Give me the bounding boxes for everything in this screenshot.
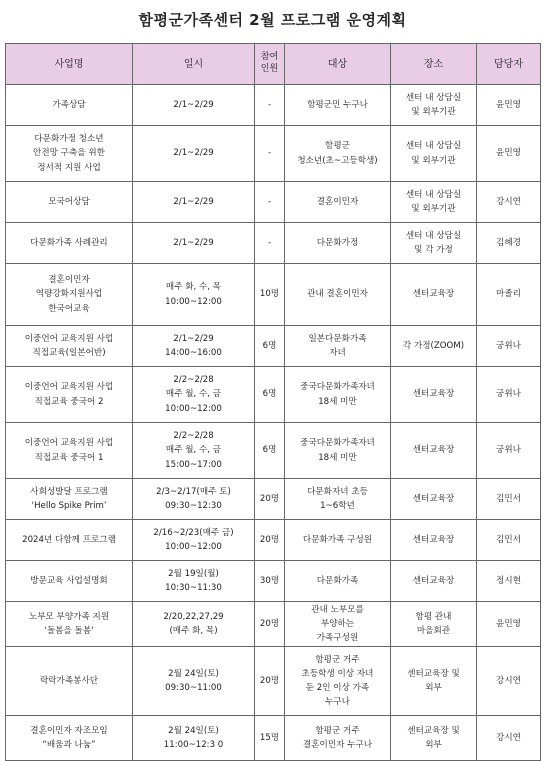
cell-target — [285, 647, 391, 716]
cell-text: 18세 미만 — [318, 396, 357, 407]
cell-text: 초등학생 이상 자녀 — [301, 668, 374, 679]
cell-text: 10:30~11:30 — [165, 583, 222, 593]
cell-text: 2/2~2/28 — [173, 431, 214, 442]
cell-place — [391, 602, 477, 647]
cell-text: 관내 결혼이민자 — [307, 289, 368, 300]
cell-text: 2/1~2/29 — [173, 237, 214, 248]
cell-text: 2/1~2/29 — [173, 99, 214, 110]
cell-place — [391, 223, 477, 264]
cell-text: 2/2~2/28 — [173, 375, 214, 386]
table-row — [6, 520, 541, 561]
cell-text: 직접교육 중국어 1 — [34, 452, 104, 463]
cell-schedule — [133, 561, 255, 602]
cell-target — [285, 326, 391, 367]
cell-text: 15명 — [259, 732, 280, 743]
cell-schedule — [133, 367, 255, 423]
cell-text: 부양하는 — [320, 618, 355, 629]
cell-target — [285, 520, 391, 561]
cell-manager — [477, 182, 541, 223]
cell-text: 방문교육 사업설명회 — [30, 575, 108, 586]
cell-program — [6, 602, 133, 647]
cell-text: 6명 — [262, 445, 277, 456]
cell-text: 함평군 거주 — [315, 654, 360, 665]
cell-text: 센터교육장 — [412, 575, 455, 586]
table-row — [6, 85, 541, 126]
cell-manager — [477, 561, 541, 602]
cell-text: 외부 — [425, 683, 442, 693]
cell-text: 결혼이민자 — [48, 275, 90, 286]
cell-text: 센터교육장 — [412, 445, 455, 456]
cell-manager — [477, 647, 541, 716]
cell-manager — [477, 367, 541, 423]
cell-text: 센터교육장 — [412, 493, 455, 504]
cell-text: - — [267, 99, 272, 110]
cell-text: 09:30~11:00 — [165, 683, 222, 693]
cell-schedule — [133, 479, 255, 520]
cell-participants — [255, 647, 285, 716]
header-schedule: 일시 — [133, 44, 255, 85]
cell-text: 이중언어 교육지원 사업 — [24, 333, 114, 344]
cell-text: 20명 — [259, 493, 280, 504]
cell-text: 매주 화, 수, 목 — [165, 282, 222, 293]
cell-schedule — [133, 182, 255, 223]
cell-place — [391, 264, 477, 326]
cell-text: 6명 — [262, 340, 277, 351]
cell-target — [285, 85, 391, 126]
cell-text: ‘Hello Spike Prim’ — [31, 501, 107, 511]
cell-text: 2/1~2/29 — [173, 148, 214, 159]
cell-text: 마졸리 — [496, 289, 521, 300]
cell-text: (매주 화, 목) — [169, 626, 218, 636]
cell-manager — [477, 223, 541, 264]
table-body — [6, 85, 541, 761]
cell-text: 직접교육(일본어반) — [32, 348, 106, 358]
cell-manager — [477, 264, 541, 326]
cell-place — [391, 126, 477, 182]
cell-text: 센터교육장 및 — [407, 668, 460, 679]
cell-participants — [255, 367, 285, 423]
header-place: 장소 — [391, 44, 477, 85]
cell-participants — [255, 223, 285, 264]
cell-text: 센터 내 상담실 — [405, 230, 462, 241]
cell-text: 각 가정(ZOOM) — [402, 340, 465, 351]
cell-text: 락락가족봉사단 — [39, 675, 99, 686]
cell-text: 센터교육장 — [412, 289, 455, 300]
cell-text: 20명 — [259, 534, 280, 545]
cell-text: 다문화가족 — [316, 575, 359, 586]
cell-participants — [255, 602, 285, 647]
cell-place — [391, 85, 477, 126]
cell-text: 및 외부기관 — [411, 155, 456, 166]
cell-text: 외부 — [425, 740, 442, 750]
cell-text: 결혼이민자 — [316, 196, 359, 207]
cell-schedule — [133, 602, 255, 647]
cell-text: 가족상담 — [52, 99, 86, 110]
cell-text: 다문화가정 — [316, 237, 359, 248]
cell-text: 및 외부기관 — [411, 204, 456, 214]
cell-text: 마을회관 — [416, 626, 451, 636]
cell-text: 관내 노부모를 — [311, 604, 364, 615]
cell-text: 14:00~16:00 — [165, 348, 222, 358]
cell-text: 다문화가족 사례관리 — [30, 237, 108, 248]
cell-text: 다문화자녀 초등 — [307, 486, 368, 497]
header-participants: 참여 인원 — [255, 44, 285, 85]
cell-text: 역량강화지원사업 — [35, 289, 103, 300]
cell-schedule — [133, 85, 255, 126]
cell-text: 모국어상담 — [48, 196, 90, 207]
cell-text: 함평군 — [325, 141, 350, 152]
cell-target — [285, 602, 391, 647]
cell-text: 18세 미만 — [318, 452, 357, 463]
cell-text: 2월 24일(토) — [168, 668, 219, 679]
cell-place — [391, 367, 477, 423]
cell-text: 결혼이민자 누구나 — [302, 740, 373, 750]
cell-text: 함평 관내 — [415, 611, 452, 622]
cell-target — [285, 126, 391, 182]
cell-participants — [255, 264, 285, 326]
cell-text: 둔 2인 이상 가족 — [305, 683, 370, 693]
table-row — [6, 367, 541, 423]
program-plan-table — [5, 43, 541, 761]
cell-text: 및 외부기관 — [411, 107, 456, 117]
cell-text: 10:00~12:00 — [165, 542, 222, 552]
table-row — [6, 561, 541, 602]
table-header-row — [6, 44, 541, 85]
header-manager: 담당자 — [477, 44, 541, 85]
cell-text: 10명 — [259, 289, 280, 300]
cell-place — [391, 716, 477, 761]
cell-target — [285, 264, 391, 326]
cell-text: 2월 24일(토) — [168, 725, 219, 736]
cell-target — [285, 423, 391, 479]
cell-participants — [255, 716, 285, 761]
cell-place — [391, 561, 477, 602]
cell-target — [285, 367, 391, 423]
cell-text: 중국다문화가족자녀 — [300, 438, 375, 449]
header-target: 대상 — [285, 44, 391, 85]
table-row — [6, 602, 541, 647]
cell-manager — [477, 326, 541, 367]
cell-schedule — [133, 126, 255, 182]
cell-text: 정서적 지원 사업 — [37, 162, 101, 173]
cell-text: 강시연 — [496, 732, 521, 743]
cell-text: 윤민영 — [496, 618, 521, 629]
cell-place — [391, 479, 477, 520]
cell-schedule — [133, 264, 255, 326]
cell-target — [285, 561, 391, 602]
cell-text: 정시현 — [496, 575, 521, 586]
table-row — [6, 223, 541, 264]
cell-text: 20명 — [259, 618, 280, 629]
table-row — [6, 716, 541, 761]
cell-text: 1~6학년 — [320, 501, 355, 511]
cell-text: 매주 월, 수, 금 — [165, 445, 222, 456]
cell-program — [6, 85, 133, 126]
cell-text: 궁위나 — [496, 340, 521, 351]
cell-place — [391, 423, 477, 479]
cell-schedule — [133, 423, 255, 479]
cell-text: 센터 내 상담실 — [405, 92, 462, 103]
cell-program — [6, 561, 133, 602]
cell-text: 6명 — [262, 389, 277, 400]
cell-text: 센터교육장 및 — [407, 725, 460, 736]
cell-program — [6, 520, 133, 561]
cell-place — [391, 647, 477, 716]
cell-text: 강시연 — [496, 196, 521, 207]
cell-manager — [477, 126, 541, 182]
table-row — [6, 423, 541, 479]
cell-text: 센터 내 상담실 — [405, 141, 462, 152]
page-title: 함평군가족센터 2월 프로그램 운영계획 — [138, 11, 407, 29]
cell-text: 2/16~2/23(매주 금) — [153, 527, 234, 538]
cell-program — [6, 647, 133, 716]
cell-text: 윤민영 — [496, 148, 521, 159]
cell-text: 및 각 가정 — [414, 245, 453, 255]
cell-text: 10:00~12:00 — [165, 296, 222, 307]
cell-program — [6, 716, 133, 761]
cell-text: 15:00~17:00 — [165, 459, 222, 470]
cell-program — [6, 126, 133, 182]
cell-program — [6, 479, 133, 520]
cell-schedule — [133, 647, 255, 716]
cell-text: 청소년(초~고등학생) — [297, 155, 378, 166]
cell-manager — [477, 85, 541, 126]
cell-participants — [255, 85, 285, 126]
cell-program — [6, 182, 133, 223]
cell-program — [6, 223, 133, 264]
cell-text: 직접교육 중국어 2 — [34, 396, 104, 407]
table-row — [6, 264, 541, 326]
table-row — [6, 126, 541, 182]
cell-participants — [255, 561, 285, 602]
cell-text: 2/20,22,27,29 — [163, 611, 224, 622]
cell-text: 센터교육장 — [412, 534, 455, 545]
cell-schedule — [133, 223, 255, 264]
cell-text: 사회성발달 프로그램 — [30, 486, 108, 497]
cell-text: 센터교육장 — [412, 389, 455, 400]
cell-program — [6, 423, 133, 479]
cell-text: “배움과 나눔” — [42, 740, 96, 750]
cell-text: 중국다문화가족자녀 — [300, 382, 375, 393]
cell-target — [285, 182, 391, 223]
cell-text: 11:00~12:3 0 — [163, 740, 224, 750]
cell-text: 다문화가족 구성원 — [302, 534, 373, 545]
table-row — [6, 326, 541, 367]
cell-text: 노부모 부양가족 지원 — [28, 611, 110, 622]
cell-schedule — [133, 326, 255, 367]
cell-target — [285, 223, 391, 264]
cell-program — [6, 367, 133, 423]
cell-program — [6, 326, 133, 367]
cell-text: 안전망 구축을 위한 — [33, 148, 105, 159]
cell-participants — [255, 479, 285, 520]
header-program: 사업명 — [6, 44, 133, 85]
cell-schedule — [133, 716, 255, 761]
cell-text: 2/1~2/29 — [173, 333, 214, 344]
cell-text: 자녀 — [329, 348, 346, 358]
cell-manager — [477, 716, 541, 761]
cell-manager — [477, 479, 541, 520]
cell-participants — [255, 423, 285, 479]
cell-text: 이중언어 교육지원 사업 — [24, 382, 114, 393]
cell-text: 09:30~12:30 — [165, 501, 222, 511]
cell-place — [391, 520, 477, 561]
cell-text: 궁위나 — [496, 445, 521, 456]
cell-text: 매주 월, 수, 금 — [165, 389, 222, 400]
cell-manager — [477, 520, 541, 561]
cell-text: 이중언어 교육지원 사업 — [24, 438, 114, 449]
cell-text: - — [267, 237, 272, 248]
cell-text: 윤민영 — [496, 99, 521, 110]
cell-schedule — [133, 520, 255, 561]
cell-text: '돌봄을 돌봄' — [44, 626, 94, 636]
cell-text: 20명 — [259, 675, 280, 686]
cell-text: 한국어교육 — [48, 303, 90, 314]
cell-text: 2024년 다함께 프로그램 — [22, 534, 116, 545]
cell-text: 일본다문화가족 — [308, 333, 367, 344]
cell-text: 센터 내 상담실 — [405, 189, 462, 200]
cell-text: 2/3~2/17(매주 토) — [156, 486, 231, 497]
table-row — [6, 479, 541, 520]
cell-manager — [477, 602, 541, 647]
cell-text: 2월 19일(월) — [168, 568, 219, 579]
table-row — [6, 647, 541, 716]
cell-text: 30명 — [259, 575, 280, 586]
cell-participants — [255, 182, 285, 223]
cell-target — [285, 479, 391, 520]
cell-text: - — [267, 196, 272, 207]
cell-text: 2/1~2/29 — [173, 196, 214, 207]
cell-text: 김혜경 — [496, 237, 521, 248]
cell-text: 김민서 — [496, 493, 521, 504]
cell-text: - — [267, 148, 272, 159]
cell-text: 10:00~12:00 — [165, 403, 222, 414]
cell-target — [285, 716, 391, 761]
cell-text: 누구나 — [325, 697, 350, 708]
cell-text: 결혼이민자 자조모임 — [30, 725, 108, 736]
cell-participants — [255, 326, 285, 367]
table-row — [6, 182, 541, 223]
cell-text: 가족구성원 — [316, 633, 359, 644]
cell-program — [6, 264, 133, 326]
cell-place — [391, 326, 477, 367]
cell-text: 함평군 거주 — [315, 725, 360, 736]
cell-text: 강시연 — [496, 675, 521, 686]
cell-manager — [477, 423, 541, 479]
cell-place — [391, 182, 477, 223]
cell-participants — [255, 126, 285, 182]
cell-participants — [255, 520, 285, 561]
cell-text: 다문화가정 청소년 — [34, 134, 104, 145]
cell-text: 김민서 — [496, 534, 521, 545]
cell-text: 궁위나 — [496, 389, 521, 400]
cell-text: 함평군민 누구나 — [307, 99, 368, 110]
